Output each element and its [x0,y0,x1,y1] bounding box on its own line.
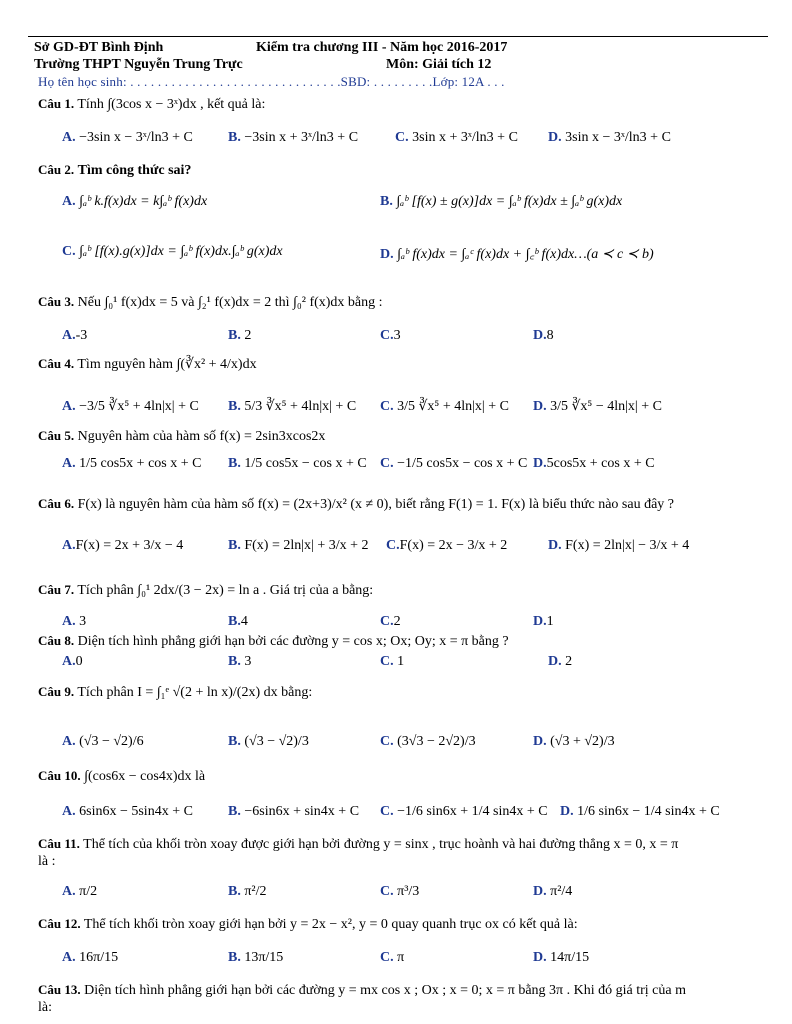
question-13-cont: là: [38,1000,52,1015]
school-name: Trường THPT Nguyễn Trung Trực [34,57,243,72]
q8-option-a[interactable]: A.0 [62,654,83,669]
q7-option-a[interactable]: A. 3 [62,614,87,629]
q2-option-a[interactable]: A. ∫ₐᵇ k.f(x)dx = k∫ₐᵇ f(x)dx [62,194,208,209]
q4-option-c[interactable]: C. 3/5 ∛x⁵ + 4ln|x| + C [380,399,509,414]
q11-option-b[interactable]: B. π²/2 [228,884,267,899]
q12-option-d[interactable]: D. 14π/15 [533,950,590,965]
q4-option-b[interactable]: B. 5/3 ∛x⁵ + 4ln|x| + C [228,399,357,414]
top-rule [28,36,768,37]
q3-option-d[interactable]: D.8 [533,328,554,343]
q7-option-b[interactable]: B.4 [228,614,248,629]
q10-option-a[interactable]: A. 6sin6x − 5sin4x + C [62,804,193,819]
question-9: Câu 9. Tích phân I = ∫₁ᵉ √(2 + ln x)/(2x) dx bằng: [38,684,313,700]
q1-option-b[interactable]: B. −3sin x + 3ˣ/ln3 + C [228,130,359,145]
q3-option-b[interactable]: B. 2 [228,328,252,343]
q2-option-d[interactable]: D. ∫ₐᵇ f(x)dx = ∫ₐᶜ f(x)dx + ∫꜀ᵇ f(x)dx…(a ≺ c ≺ b) [380,247,654,262]
q3-option-c[interactable]: C.3 [380,328,401,343]
question-2: Câu 2. Tìm công thức sai? [38,162,192,178]
q2-option-b[interactable]: B. ∫ₐᵇ [f(x) ± g(x)]dx = ∫ₐᵇ f(x)dx ± ∫ₐᵇ g(x)dx [380,194,623,209]
q6-option-b[interactable]: B. F(x) = 2ln|x| + 3/x + 2 [228,538,369,553]
dept-label: Sở GD-ĐT Bình Định [34,40,164,55]
q8-option-b[interactable]: B. 3 [228,654,252,669]
exam-title: Kiểm tra chương III - Năm học 2016-2017 [256,40,508,55]
q4-option-a[interactable]: A. −3/5 ∛x⁵ + 4ln|x| + C [62,399,199,414]
question-4: Câu 4. Tìm nguyên hàm ∫(∛x² + 4/x)dx [38,356,257,372]
question-7: Câu 7. Tích phân ∫₀¹ 2dx/(3 − 2x) = ln a . Giá trị của a bằng: [38,582,374,598]
q11-option-d[interactable]: D. π²/4 [533,884,573,899]
question-1: Câu 1. Tính ∫(3cos x − 3ˣ)dx , kết quả là: [38,96,266,112]
question-3: Câu 3. Nếu ∫₀¹ f(x)dx = 5 và ∫₂¹ f(x)dx = 2 thì ∫₀² f(x)dx bằng : [38,294,383,310]
q2-option-c[interactable]: C. ∫ₐᵇ [f(x).g(x)]dx = ∫ₐᵇ f(x)dx.∫ₐᵇ g(x)dx [62,244,283,259]
q1-option-a[interactable]: A. −3sin x − 3ˣ/ln3 + C [62,130,193,145]
q5-option-c[interactable]: C. −1/5 cos5x − cos x + C [380,456,528,471]
q9-option-a[interactable]: A. (√3 − √2)/6 [62,734,144,749]
q11-option-c[interactable]: C. π³/3 [380,884,420,899]
q5-option-a[interactable]: A. 1/5 cos5x + cos x + C [62,456,202,471]
q6-option-c[interactable]: C.F(x) = 2x − 3/x + 2 [386,538,508,553]
q5-option-b[interactable]: B. 1/5 cos5x − cos x + C [228,456,367,471]
q9-option-d[interactable]: D. (√3 + √2)/3 [533,734,615,749]
question-11-cont: là : [38,854,56,869]
question-8: Câu 8. Diện tích hình phẳng giới hạn bởi các đường y = cos x; Ox; Oy; x = π bằng ? [38,633,509,649]
q4-option-d[interactable]: D. 3/5 ∛x⁵ − 4ln|x| + C [533,399,662,414]
q7-option-c[interactable]: C.2 [380,614,401,629]
question-10: Câu 10. ∫(cos6x − cos4x)dx là [38,768,206,784]
subject-label: Môn: Giải tích 12 [386,57,492,72]
q11-option-a[interactable]: A. π/2 [62,884,98,899]
q10-option-b[interactable]: B. −6sin6x + sin4x + C [228,804,360,819]
q5-option-d[interactable]: D.5cos5x + cos x + C [533,456,655,471]
q8-option-d[interactable]: D. 2 [548,654,573,669]
q7-option-d[interactable]: D.1 [533,614,554,629]
q12-option-b[interactable]: B. 13π/15 [228,950,284,965]
q12-option-c[interactable]: C. π [380,950,405,965]
q3-option-a[interactable]: A.-3 [62,328,88,343]
q1-option-d[interactable]: D. 3sin x − 3ˣ/ln3 + C [548,130,671,145]
question-6: Câu 6. F(x) là nguyên hàm của hàm số f(x) = (2x+3)/x² (x ≠ 0), biết rằng F(1) = 1. F(x) là biểu thức nào sau đây ? [38,496,675,512]
question-12: Câu 12. Thể tích khối tròn xoay giới hạn bởi y = 2x − x², y = 0 quay quanh trục ox có kết quả là: [38,916,578,932]
question-5: Câu 5. Nguyên hàm của hàm số f(x) = 2sin3xcos2x [38,428,326,444]
q12-option-a[interactable]: A. 16π/15 [62,950,119,965]
q8-option-c[interactable]: C. 1 [380,654,405,669]
q1-option-c[interactable]: C. 3sin x + 3ˣ/ln3 + C [395,130,518,145]
question-11: Câu 11. Thể tích của khối tròn xoay được giới hạn bởi đường y = sinx , trục hoành và hai đường thẳng x = 0, x = π [38,836,679,852]
q9-option-b[interactable]: B. (√3 − √2)/3 [228,734,309,749]
q6-option-d[interactable]: D. F(x) = 2ln|x| − 3/x + 4 [548,538,690,553]
student-info-line: Họ tên học sinh: . . . . . . . . . . . . . . . . . . . . . . . . . . . . . . .SBD: . . . . . . . . .Lớp: 12A . . . [38,74,505,89]
q6-option-a[interactable]: A.F(x) = 2x + 3/x − 4 [62,538,184,553]
q10-option-d[interactable]: D. 1/6 sin6x − 1/4 sin4x + C [560,804,720,819]
q10-option-c[interactable]: C. −1/6 sin6x + 1/4 sin4x + C [380,804,548,819]
q9-option-c[interactable]: C. (3√3 − 2√2)/3 [380,734,476,749]
question-13: Câu 13. Diện tích hình phẳng giới hạn bởi các đường y = mx cos x ; Ox ; x = 0; x = π bằng 3π . Khi đó giá trị của m [38,982,686,998]
